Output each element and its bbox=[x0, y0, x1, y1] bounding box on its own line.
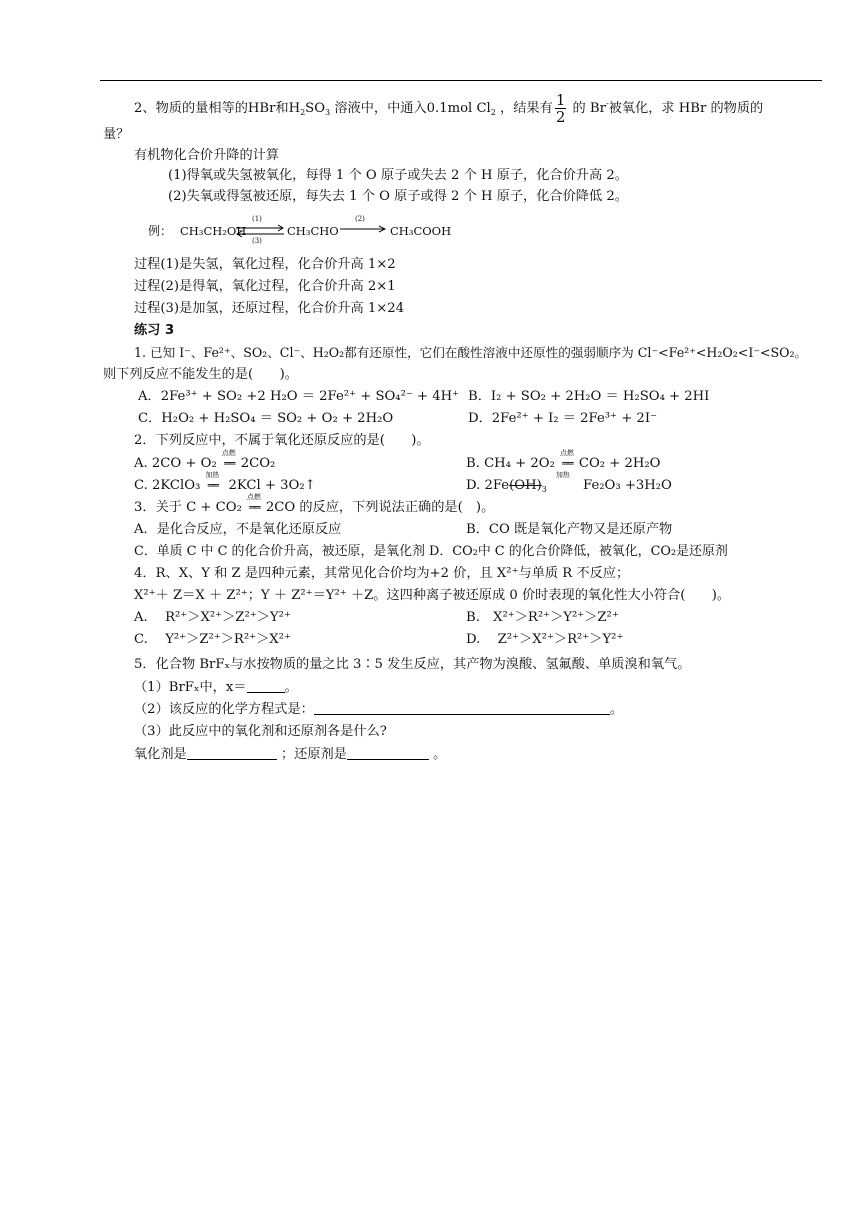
answer-blank-reductant[interactable] bbox=[347, 759, 429, 760]
q2-line2: 量？ bbox=[103, 127, 130, 142]
p2-c-products: 2KCl + 3O₂↑ bbox=[228, 478, 316, 493]
p2-d-products: Fe₂O₃ +3H₂O bbox=[583, 478, 672, 493]
p5-q1 bbox=[134, 679, 298, 697]
q2-text-f: 被氧化，求 HBr 的物质的 bbox=[608, 101, 764, 116]
p3-stem-left: 3．关于 C + CO₂ bbox=[134, 500, 242, 515]
condition-label: 点燃 bbox=[559, 449, 574, 457]
process-1: 过程(1)是失氢，氧化过程，化合价升高 1×2 bbox=[134, 257, 396, 272]
p1-option-c: C．H₂O₂ + H₂SO₄ ＝ SO₂ + O₂ + 2H₂O bbox=[138, 411, 394, 426]
p2-a-products: 2CO₂ bbox=[240, 456, 276, 471]
reductant-label: ；还原剂是 bbox=[280, 747, 347, 762]
rule-reduction: (2)失氧或得氢被还原，每失去 1 个 O 原子或得 2 个 H 原子，化合价降低 2。 bbox=[168, 189, 628, 204]
p2-stem: 2．下列反应中，不属于氧化还原反应的是( )。 bbox=[134, 433, 430, 448]
p4-option-a: A. R²⁺＞X²⁺＞Z²⁺＞Y²⁺ bbox=[134, 610, 291, 625]
rule-oxidation: (1)得氧或失氢被氧化，每得 1 个 O 原子或失去 2 个 H 原子，化合价升高 2。 bbox=[168, 168, 628, 183]
q2-text-e: 的 Br bbox=[568, 101, 606, 116]
arrow1-bottom-label: (3) bbox=[252, 237, 262, 245]
p2-option-c bbox=[134, 471, 316, 495]
p2-d-condition bbox=[547, 471, 579, 493]
p2-b-reactants: B. CH₄ + 2O₂ bbox=[466, 456, 555, 471]
p2-d-strike: (OH) bbox=[509, 478, 542, 493]
process-3: 过程(3)是加氢，还原过程，化合价升高 1×24 bbox=[134, 301, 405, 316]
p1-stem-line2: 则下列反应不能发生的是( )。 bbox=[103, 367, 298, 382]
p3-option-a: A．是化合反应，不是氧化还原反应 bbox=[134, 522, 342, 537]
header-rule bbox=[100, 80, 822, 81]
q2-text-a: 2、物质的量相等的HBr和H bbox=[134, 101, 301, 116]
p2-c-condition: 加热 ══ bbox=[200, 479, 224, 493]
p1-option-d: D．2Fe²⁺ + I₂ ＝ 2Fe³⁺ + 2I⁻ bbox=[468, 411, 657, 426]
p1-option-b: B．I₂ + SO₂ + 2H₂O ＝ H₂SO₄ + 2HI bbox=[468, 389, 710, 404]
condition-label: 加热 bbox=[205, 471, 220, 479]
p3-condition: 点燃 ══ bbox=[242, 501, 266, 515]
q2-text-d: ，结果有 bbox=[495, 101, 553, 116]
answer-blank-oxidant[interactable] bbox=[187, 759, 277, 760]
arrow2-top-label: (2) bbox=[355, 215, 365, 223]
p2-c-reactants: C. 2KClO₃ bbox=[134, 478, 201, 493]
q2-text-b: SO bbox=[305, 101, 326, 116]
answer-blank-equation[interactable] bbox=[314, 714, 610, 715]
p2-a-reactants: A. 2CO + O₂ bbox=[134, 456, 217, 471]
practice-title: 练习 3 bbox=[134, 323, 175, 338]
answer-blank-x[interactable] bbox=[247, 692, 285, 693]
p5-q3-end: 。 bbox=[433, 747, 447, 762]
p4-stem-line2: X²⁺＋ Z＝X ＋ Z²⁺；Y ＋ Z²⁺＝Y²⁺ ＋Z。这四种离子被还原成 0 价时表现的氧化性大小符合( )。 bbox=[134, 588, 731, 603]
q2-text-c: 溶液中，中通入0.1mol Cl bbox=[330, 101, 491, 116]
fraction-numerator: 1 bbox=[555, 91, 566, 109]
p5-q1-text: （1）BrFₓ中，x＝ bbox=[134, 680, 247, 695]
arrow1-top-label: (1) bbox=[252, 215, 262, 223]
p3-stem-right: 2CO 的反应，下列说法正确的是( )。 bbox=[265, 500, 495, 515]
example-compound-acetaldehyde: CH₃CHO bbox=[287, 224, 339, 238]
section-title: 有机物化合价升降的计算 bbox=[134, 148, 280, 163]
oxidant-label: 氧化剂是 bbox=[134, 747, 187, 762]
p5-q2-text: （2）该反应的化学方程式是： bbox=[134, 702, 314, 717]
condition-label: 加热 bbox=[555, 471, 570, 479]
example-compound-acetic-acid: CH₃COOH bbox=[390, 224, 452, 238]
process-2: 过程(2)是得氧，氧化过程，化合价升高 2×1 bbox=[134, 279, 396, 294]
example-prefix: 例： bbox=[148, 224, 173, 238]
example-compound-ethanol: CH₃CH₂OH bbox=[180, 224, 247, 238]
q2-fraction bbox=[555, 92, 567, 125]
p3-option-b: B．CO 既是氧化产物又是还原产物 bbox=[466, 522, 673, 537]
p2-a-condition: 点燃 ══ bbox=[217, 457, 241, 471]
p2-option-d bbox=[466, 471, 672, 495]
p3-stem bbox=[134, 493, 495, 517]
p4-stem-line1: 4．R、X、Y 和 Z 是四种元素，其常见化合价均为+2 价，且 X²⁺与单质 R 不反应； bbox=[134, 566, 630, 581]
p2-b-products: CO₂ + 2H₂O bbox=[578, 456, 661, 471]
fraction-denominator: 2 bbox=[555, 108, 566, 126]
p5-q3-answers bbox=[134, 746, 446, 764]
q2-line1: 2、物质的量相等的HBr和$H_2SO_3$ 溶液中，中通入0.1mol $Cl_2$ ，结果有 $\frac{1}{2}$ 的 Br-被氧化，求 HBr 的物质的 bbox=[134, 91, 764, 126]
condition-label: 点燃 bbox=[246, 493, 261, 501]
p5-stem: 5．化合物 BrFₓ与水按物质的量之比 3∶5 发生反应，其产物为溴酸、氢氟酸、单质溴和氧气。 bbox=[134, 657, 691, 672]
p5-q3: （3）此反应中的氧化剂和还原剂各是什么? bbox=[134, 724, 387, 739]
p2-d-subscript: 3 bbox=[541, 485, 547, 494]
p3-option-c-d: C．单质 C 中 C 的化合价升高，被还原，是氧化剂 D．CO₂中 C 的化合价降低，被氧化，CO₂是还原剂 bbox=[134, 544, 728, 559]
condition-label: 点燃 bbox=[221, 449, 236, 457]
reversible-arrow-icon bbox=[234, 224, 286, 238]
p1-option-a: A．2Fe³⁺ + SO₂ +2 H₂O ＝ 2Fe²⁺ + SO₄²⁻ + 4H⁺ bbox=[138, 389, 460, 404]
p4-option-d: D. Z²⁺＞X²⁺＞R²⁺＞Y²⁺ bbox=[466, 632, 624, 647]
p5-q1-end: 。 bbox=[284, 680, 298, 695]
p2-b-condition: 点燃 ══ bbox=[555, 457, 579, 471]
p5-q2-end: 。 bbox=[609, 702, 624, 717]
right-arrow-icon bbox=[338, 224, 388, 234]
p4-option-c: C. Y²⁺＞Z²⁺＞R²⁺＞X²⁺ bbox=[134, 632, 291, 647]
p5-q2 bbox=[134, 701, 623, 719]
p2-d-reactants: D. 2Fe bbox=[466, 478, 510, 493]
p4-option-b: B. X²⁺＞R²⁺＞Y²⁺＞Z²⁺ bbox=[466, 610, 619, 625]
p1-stem-line1: 1. 已知 I⁻、Fe²⁺、SO₂、Cl⁻、H₂O₂都有还原性，它们在酸性溶液中还原性的强弱顺序为 Cl⁻<Fe²⁺<H₂O₂<I⁻<SO₂。 bbox=[134, 345, 808, 360]
